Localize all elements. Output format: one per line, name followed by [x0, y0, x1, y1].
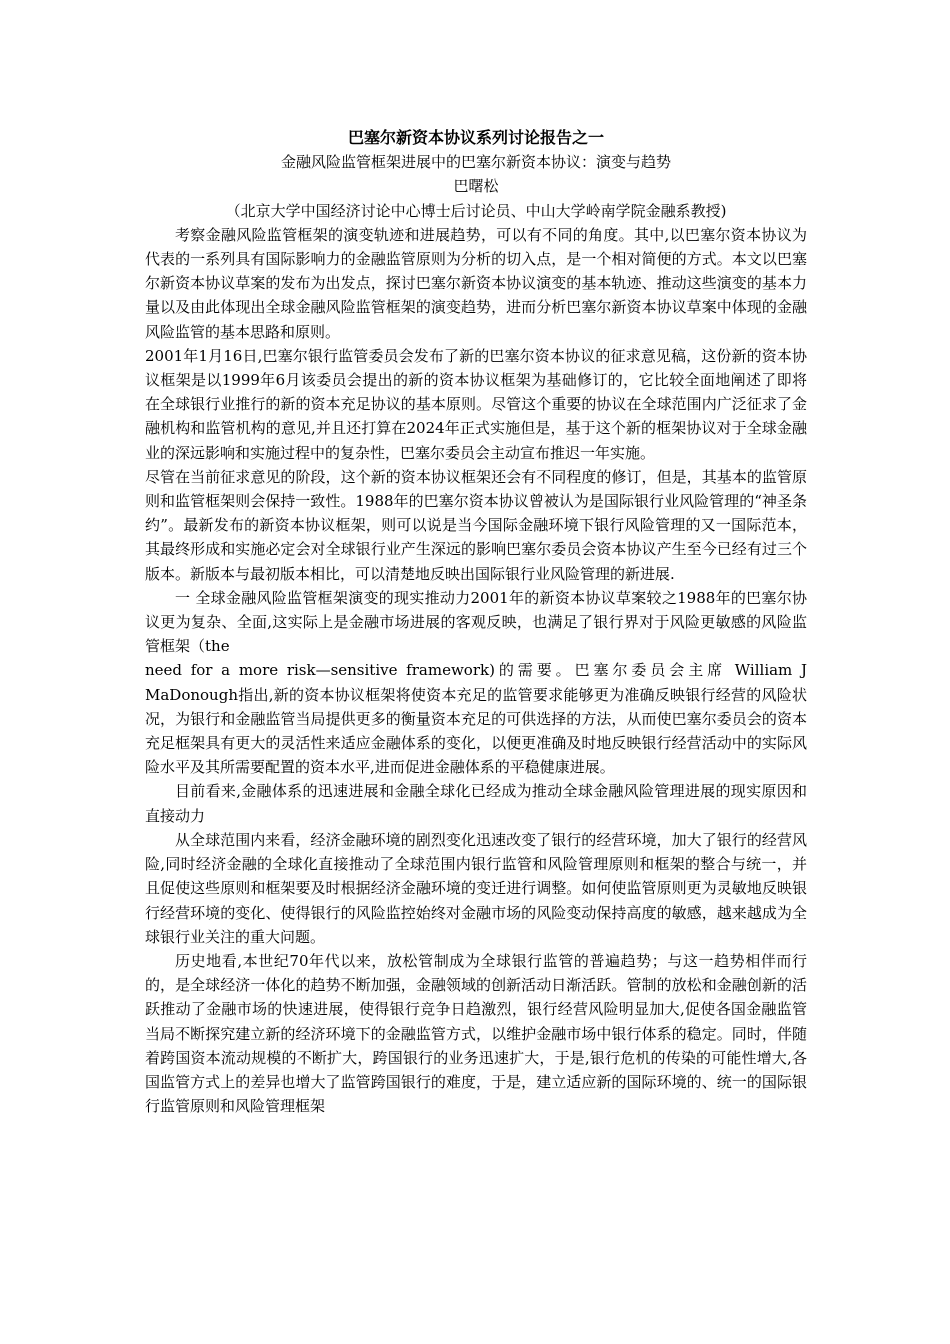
author-name: 巴曙松 [453, 177, 499, 196]
author-affiliation: （北京大学中国经济讨论中心博士后讨论员、中山大学岭南学院金融系教授) [225, 201, 727, 220]
document-subtitle: 金融风险监管框架进展中的巴塞尔新资本协议：演变与趋势 [280, 153, 671, 172]
document-page [145, 126, 807, 1118]
paragraph-global-view: 从全球范围内来看，经济金融环境的剧烈变化迅速改变了银行的经营环境，加大了银行的经营风险,同时经济金融的全球化直接推动了全球范围内银行监管和风险管理原则和框架的整合与统一，并且促使这些原则和框架要及时根据经济金融环境的变迁进行调整。如何使监管原则更为灵敏地反映银行经营环境的变化、使得银行的风险监控始终对金融市场的风险变动保持高度的敏感，越来越成为全球银行业关注的重大问题。 [145, 830, 807, 946]
paragraph-abstract: 考察金融风险监管框架的演变轨迹和进展趋势，可以有不同的角度。其中,以巴塞尔资本协议为代表的一系列具有国际影响力的金融监管原则为分析的切入点，是一个相对简便的方式。本文以巴塞尔新资本协议草案的发布为出发点，探讨巴塞尔新资本协议演变的基本轨迹、推动这些演变的基本力量以及由此体现出全球金融风险监管框架的演变趋势，进而分析巴塞尔新资本协议草案中体现的金融风险监管的基本思路和原则。 [145, 225, 807, 341]
paragraph-versions: 尽管在当前征求意见的阶段，这个新的资本协议框架还会有不同程度的修订，但是，其基本的监管原则和监管框架则会保持一致性。1988年的巴塞尔资本协议曾被认为是国际银行业风险管理的“神圣条约”。最新发布的新资本协议框架，则可以说是当今国际金融环境下银行风险管理的又一国际范本，其最终形成和实施必定会对全球银行业产生深远的影响巴塞尔委员会资本协议产生至今已经有过三个版本。新版本与最初版本相比，可以清楚地反映出国际银行业风险管理的新进展. [145, 467, 807, 583]
paragraph-background: 2001年1月16日,巴塞尔银行监管委员会发布了新的巴塞尔资本协议的征求意见稿，这份新的资本协议框架是以1999年6月该委员会提出的新的资本协议框架为基础修订的，它比较全面地阐述了即将在全球银行业推行的新的资本充足协议的基本原则。尽管这个重要的协议在全球范围内广泛征求了金融机构和监管机构的意见,并且还打算在2024年正式实施但是，基于这个新的框架协议对于全球金融业的深远影响和实施过程中的复杂性，巴塞尔委员会主动宣布推迟一年实施。 [145, 346, 807, 462]
document-title: 巴塞尔新资本协议系列讨论报告之一 [347, 128, 604, 147]
paragraph-section-one: 一 全球金融风险监管框架演变的现实推动力2001年的新资本协议草案较之1988年的巴塞尔协议更为复杂、全面,这实际上是金融市场进展的客观反映，也满足了银行界对于风险更敏感的风险监管框架（the [145, 588, 807, 656]
paragraph-risk-sensitive: need for a more risk—sensitive framework)的需要。巴塞尔委员会主席 William J MaDonough指出,新的资本协议框架将使资本充足的监管要求能够更为准确反映银行经营的风险状况，为银行和金融监管当局提供更多的衡量资本充足的可供选择的方法，从而使巴塞尔委员会的资本充足框架具有更大的灵活性来适应金融体系的变化，以便更准确及时地反映银行经营活动中的实际风险水平及其所需要配置的资本水平,进而促进金融体系的平稳健康进展。 [145, 661, 807, 777]
paragraph-history: 历史地看,本世纪70年代以来，放松管制成为全球银行监管的普遍趋势；与这一趋势相伴而行的，是全球经济一体化的趋势不断加强，金融领域的创新活动日渐活跃。管制的放松和金融创新的活跃推动了金融市场的快速进展，使得银行竞争日趋激烈，银行经营风险明显加大,促使各国金融监管当局不断探究建立新的经济环境下的金融监管方式，以维护金融市场中银行体系的稳定。同时，伴随着跨国资本流动规模的不断扩大，跨国银行的业务迅速扩大，于是,银行危机的传染的可能性增大,各国监管方式上的差异也增大了监管跨国银行的难度，于是，建立适应新的国际环境的、统一的国际银行监管原则和风险管理框架 [145, 951, 807, 1116]
paragraph-drivers: 目前看来,金融体系的迅速进展和金融全球化已经成为推动全球金融风险管理进展的现实原因和直接动力 [145, 782, 807, 825]
